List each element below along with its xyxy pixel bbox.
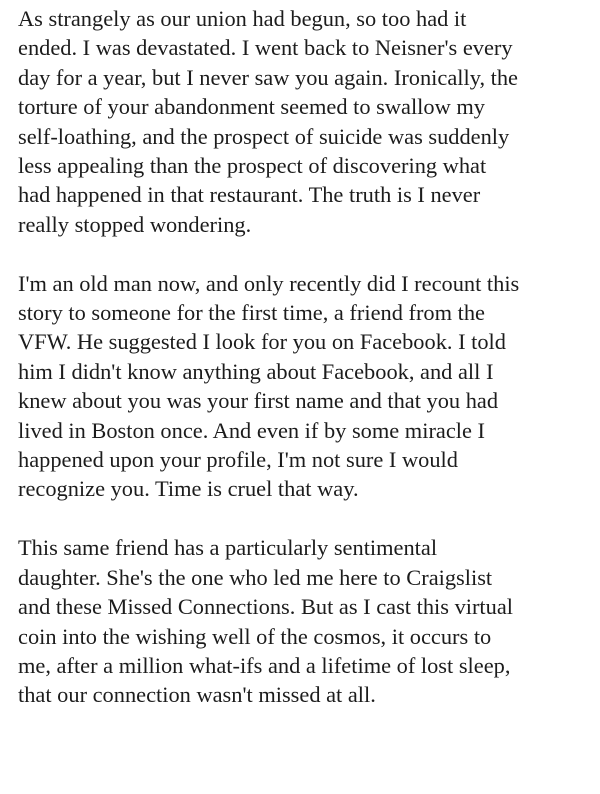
text-line: day for a year, but I never saw you again. Ironically, the [18,64,518,90]
paragraph-2 [18,269,598,504]
paragraph-1 [18,4,598,239]
text-line: coin into the wishing well of the cosmos, it occurs to [18,623,492,649]
paragraph-spacer [18,504,598,533]
text-line: daughter. She's the one who led me here to Craigslist [18,564,493,590]
text-line: happened upon your profile, I'm not sure I would [18,447,458,473]
text-line: knew about you was your first name and that you had [18,388,499,414]
text-line: self-loathing, and the prospect of suicide was suddenly [18,123,510,149]
text-line: less appealing than the prospect of discovering what [18,153,487,179]
paragraph-spacer [18,239,598,268]
text-line: had happened in that restaurant. The truth is I never [18,182,481,208]
text-line: me, after a million what-ifs and a lifetime of lost sleep, [18,652,511,678]
paragraph-3 [18,533,598,709]
text-line: torture of your abandonment seemed to swallow my [18,94,485,120]
text-line: This same friend has a particularly sentimental [18,535,438,561]
text-line: lived in Boston once. And even if by some miracle I [18,417,485,443]
text-line: ended. I was devastated. I went back to Neisner's every [18,35,513,61]
text-line: As strangely as our union had begun, so too had it [18,6,467,31]
text-line: I'm an old man now, and only recently did I recount this [18,270,520,296]
text-line: and these Missed Connections. But as I cast this virtual [18,594,514,620]
text-line: that our connection wasn't missed at all. [18,682,376,708]
letter-text [18,4,598,710]
text-line: really stopped wondering. [18,211,252,237]
text-line: VFW. He suggested I look for you on Facebook. I told [18,329,506,355]
text-line: him I didn't know anything about Facebook, and all I [18,358,494,384]
text-line: story to someone for the first time, a friend from the [18,300,485,326]
text-line: recognize you. Time is cruel that way. [18,476,359,502]
